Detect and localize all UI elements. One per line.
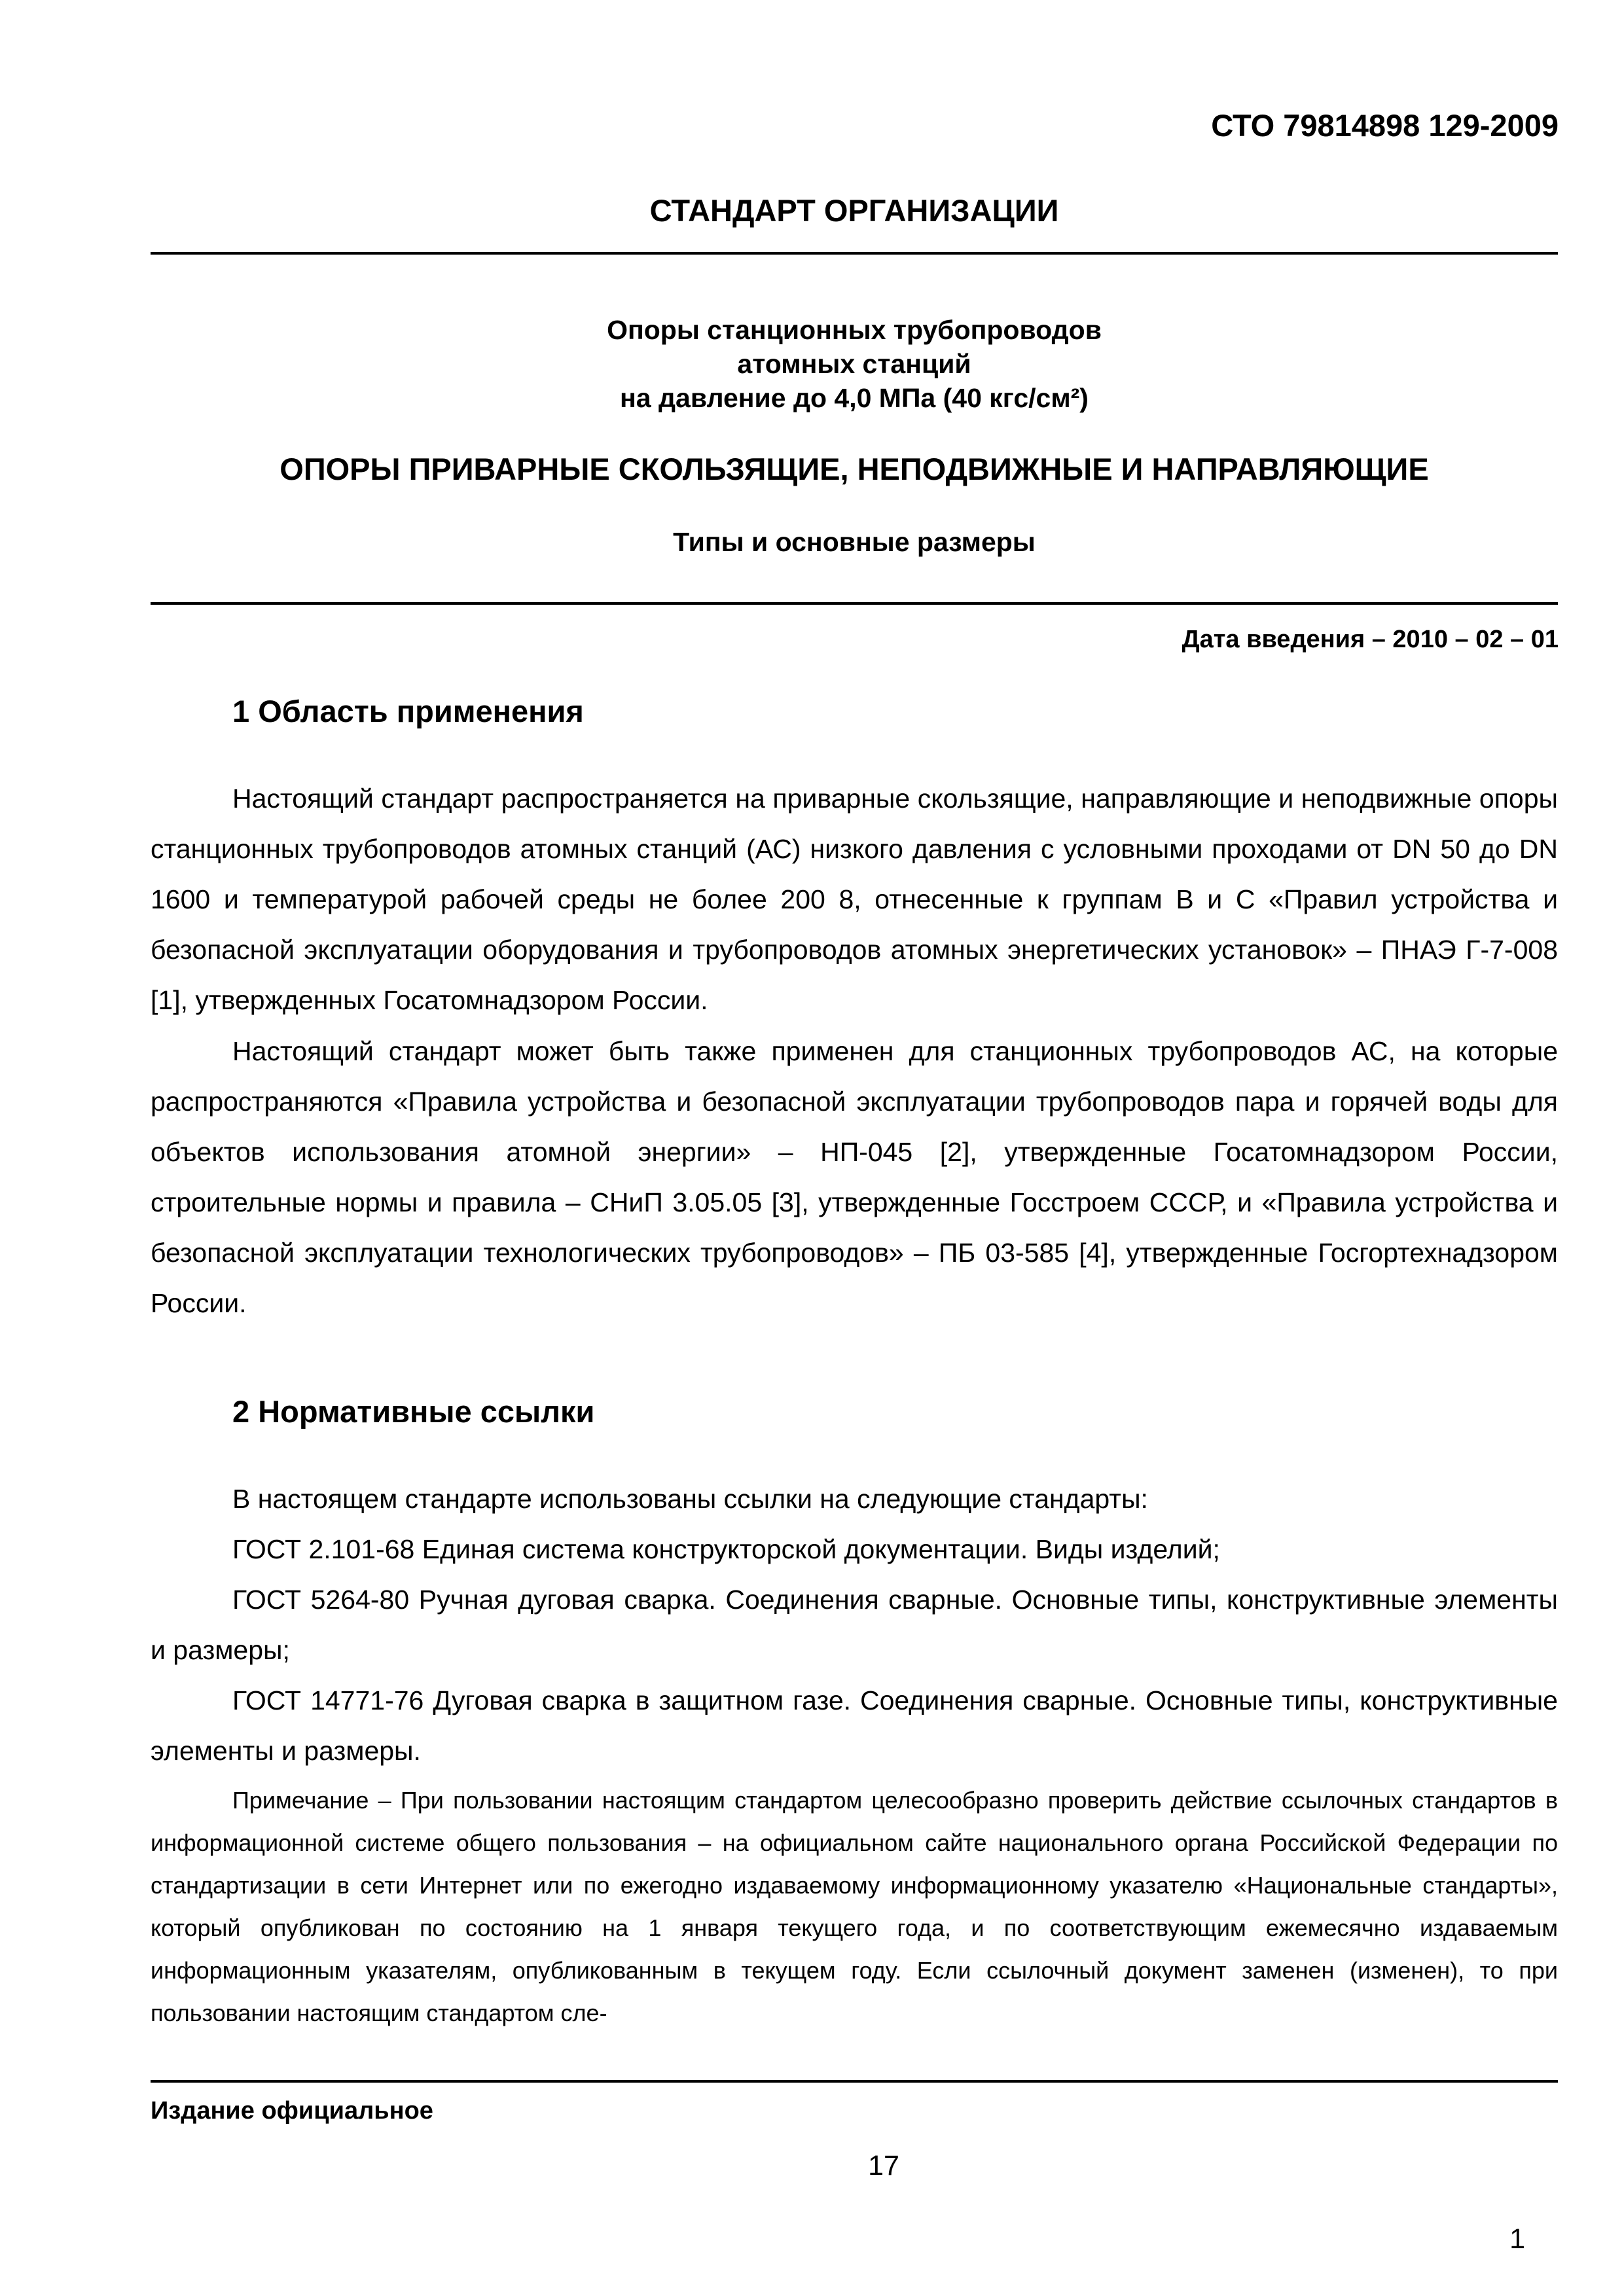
page-number: 17 bbox=[868, 2150, 899, 2181]
section-2-intro: В настоящем стандарте использованы ссылки на следующие стандарты: bbox=[232, 1484, 1148, 1514]
reference-gost-5264: ГОСТ 5264-80 Ручная дуговая сварка. Соединения сварные. Основные типы, конструктивные элементы и размеры; bbox=[151, 1585, 1558, 1665]
subtitle-line-3: на давление до 4,0 МПа (40 кгс/см²) bbox=[620, 383, 1089, 413]
edition-label: Издание официальное bbox=[151, 2097, 433, 2125]
sheet-number: 1 bbox=[1509, 2223, 1525, 2255]
types-title: Типы и основные размеры bbox=[673, 527, 1036, 557]
reference-gost-14771: ГОСТ 14771-76 Дуговая сварка в защитном газе. Соединения сварные. Основные типы, конструктивные элементы и размеры. bbox=[151, 1685, 1558, 1766]
section-2-note: Примечание – При пользовании настоящим стандартом целесообразно проверить действие ссылочных стандартов в информационной системе общего пользования – на официальном сайте национального органа Российской Федерации по стандартизации в сети Интернет или по ежегодно издаваемому информационному указателю «Национальные стандарты», который опубликован по состоянию на 1 января текущего года, и по соответствующим ежемесячно издаваемым информационным указателям, опубликованным в текущем году. Если ссылочный документ заменен (изменен), то при пользовании настоящим стандартом сле- bbox=[151, 1787, 1558, 2026]
reference-gost-2-101: ГОСТ 2.101-68 Единая система конструкторской документации. Виды изделий; bbox=[232, 1534, 1220, 1564]
document-subtitle bbox=[151, 313, 1558, 415]
organization-standard-title: СТАНДАРТ ОРГАНИЗАЦИИ bbox=[649, 193, 1059, 228]
top-divider bbox=[151, 252, 1558, 255]
subtitle-line-1: Опоры станционных трубопроводов bbox=[607, 315, 1102, 345]
footer-divider bbox=[151, 2080, 1558, 2083]
section-2-heading: 2 Нормативные ссылки bbox=[232, 1394, 595, 1429]
section-1-paragraph-2: Настоящий стандарт может быть также применен для станционных трубопроводов АС, на которые распространяются «Правила устройства и безопасной эксплуатации трубопроводов пара и горячей воды для объектов использования атомной энергии» – НП-045 [2], утвержденные Госатомнадзором России, строительные нормы и правила – СНиП 3.05.05 [3], утвержденные Госстроем СССР, и «Правила устройства и безопасной эксплуатации технологических трубопроводов» – ПБ 03-585 [4], утвержденные Госгортехнадзором России. bbox=[151, 1036, 1558, 1318]
subtitle-line-2: атомных станций bbox=[737, 349, 971, 379]
document-code: СТО 79814898 129-2009 bbox=[1211, 108, 1559, 143]
introduction-date: Дата введения – 2010 – 02 – 01 bbox=[1182, 626, 1559, 653]
title-divider bbox=[151, 602, 1558, 605]
section-1-paragraph-1: Настоящий стандарт распространяется на приварные скользящие, направляющие и неподвижные опоры станционных трубопроводов атомных станций (АС) низкого давления с условными проходами от DN 50 до DN 1600 и температурой рабочей среды не более 200 8, отнесенные к группам В и С «Правил устройства и безопасной эксплуатации оборудования и трубопроводов атомных энергетических установок» – ПНАЭ Г-7-008 [1], утвержденных Госатомнадзором России. bbox=[151, 783, 1558, 1015]
section-1-heading: 1 Область применения bbox=[232, 694, 584, 728]
main-title: ОПОРЫ ПРИВАРНЫЕ СКОЛЬЗЯЩИЕ, НЕПОДВИЖНЫЕ И НАПРАВЛЯЮЩИЕ bbox=[280, 452, 1429, 486]
